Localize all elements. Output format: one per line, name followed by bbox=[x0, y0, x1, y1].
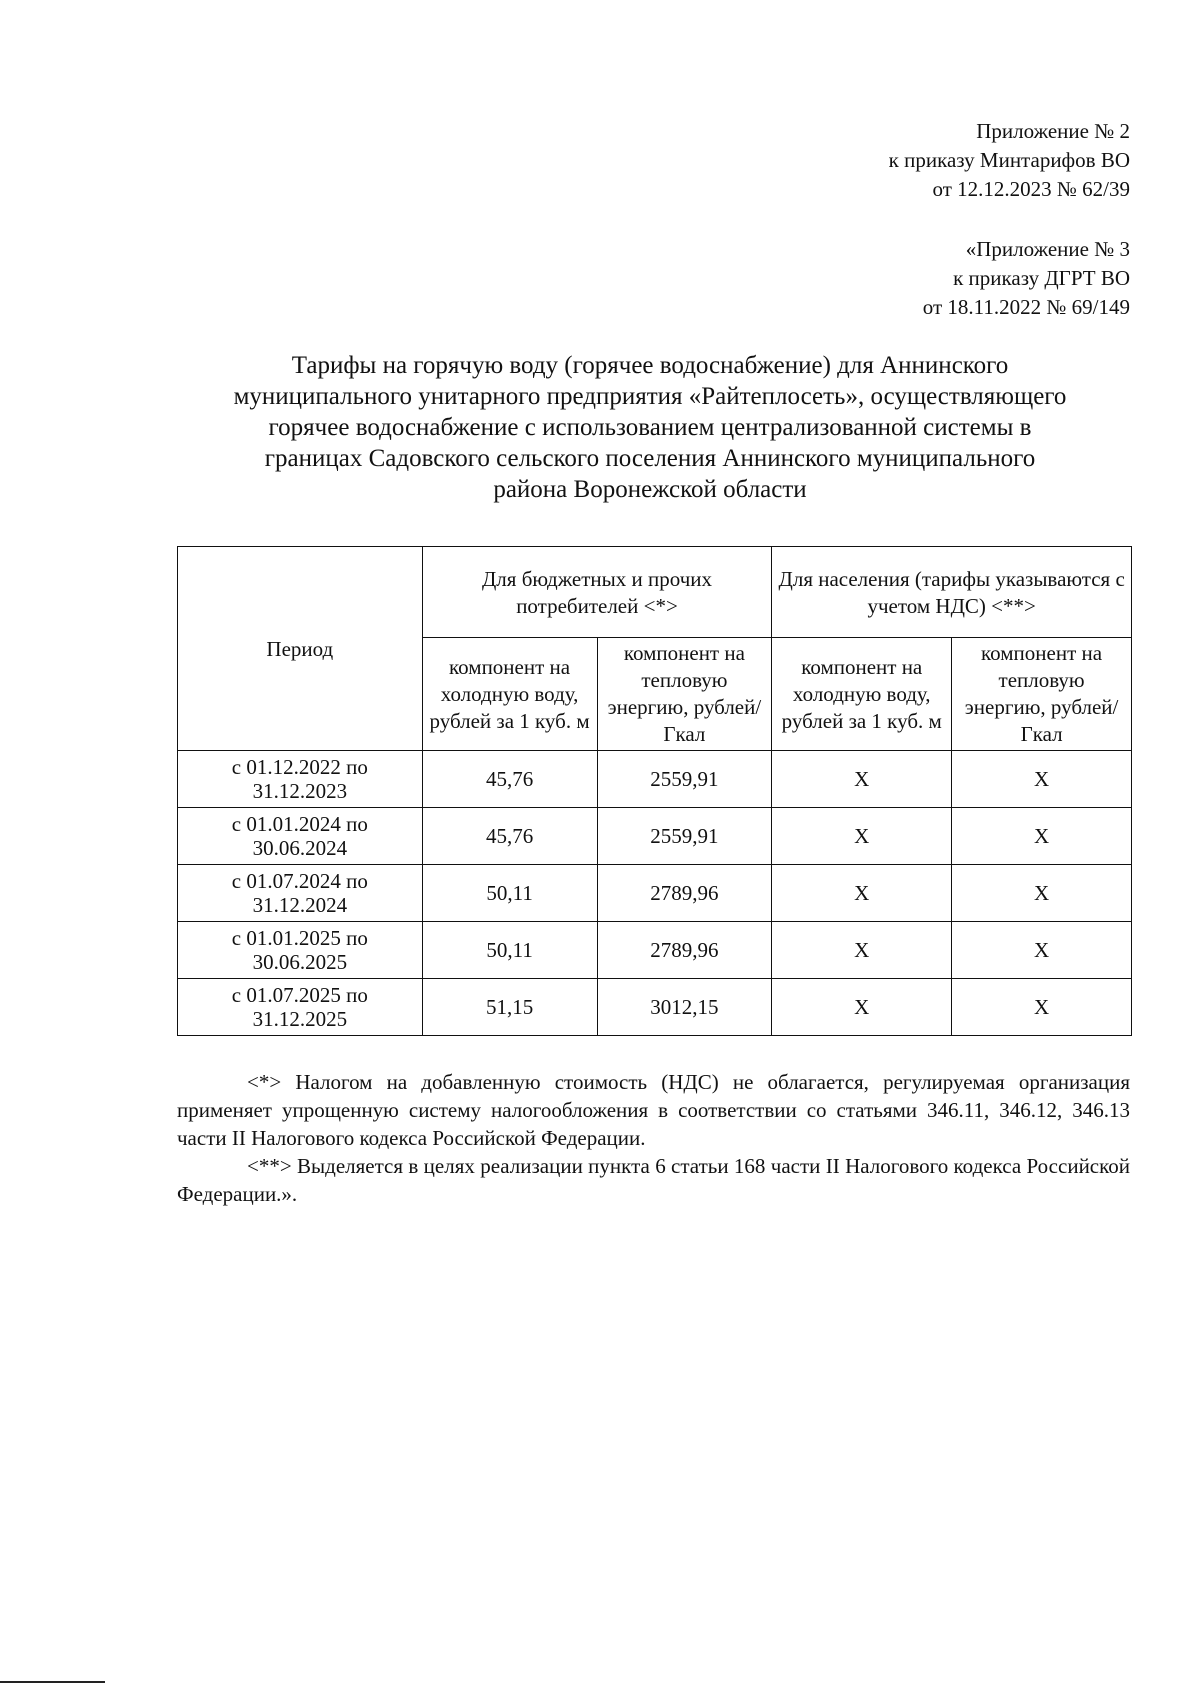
population-heat-value: Х bbox=[952, 865, 1132, 922]
title-line: муниципального унитарного предприятия «Райтеплосеть», осуществляющего bbox=[233, 383, 1067, 410]
heat-energy-value: 2559,91 bbox=[597, 751, 772, 808]
heat-energy-component-header: компонент на тепловую энергию, рублей/Гкал bbox=[952, 638, 1132, 751]
footer-rule bbox=[0, 1681, 105, 1683]
period-start: с 01.01.2025 по bbox=[231, 926, 368, 950]
period-cell bbox=[178, 865, 423, 922]
period-header: Период bbox=[178, 547, 423, 751]
period-start: с 01.07.2025 по bbox=[231, 983, 368, 1007]
period-cell bbox=[178, 979, 423, 1036]
period-end: 31.12.2025 bbox=[252, 1007, 348, 1031]
period-cell bbox=[178, 808, 423, 865]
heat-energy-value: 2789,96 bbox=[597, 865, 772, 922]
population-heat-value: Х bbox=[952, 808, 1132, 865]
cold-water-value: 45,76 bbox=[422, 808, 597, 865]
population-cold-value: Х bbox=[772, 865, 952, 922]
heat-energy-value: 2789,96 bbox=[597, 922, 772, 979]
population-cold-value: Х bbox=[772, 751, 952, 808]
period-cell bbox=[178, 922, 423, 979]
period-cell bbox=[178, 751, 423, 808]
population-header: Для населения (тарифы указываются с учетом НДС) <**> bbox=[772, 547, 1132, 638]
document-title bbox=[160, 350, 1140, 505]
cold-water-value: 50,11 bbox=[422, 865, 597, 922]
appendix-header-current bbox=[889, 117, 1130, 204]
population-cold-value: Х bbox=[772, 922, 952, 979]
table-row bbox=[178, 922, 1132, 979]
footnote-vat-allocated: <**> Выделяется в целях реализации пункта 6 статьи 168 части II Налогового кодекса Российской Федерации.». bbox=[177, 1154, 1131, 1206]
heat-energy-value: 3012,15 bbox=[597, 979, 772, 1036]
period-start: с 01.01.2024 по bbox=[231, 812, 368, 836]
cold-water-value: 51,15 bbox=[422, 979, 597, 1036]
heat-energy-component-header: компонент на тепловую энергию, рублей/Гкал bbox=[597, 638, 772, 751]
population-heat-value: Х bbox=[952, 751, 1132, 808]
period-end: 31.12.2023 bbox=[252, 779, 348, 803]
population-cold-value: Х bbox=[772, 808, 952, 865]
footnote-vat-exempt: <*> Налогом на добавленную стоимость (НДС) не облагается, регулируемая организация применяет упрощенную систему налогообложения в соответствии со статьями 346.11, 346.12, 346.13 части II Налогового кодекса Российской Федерации. bbox=[177, 1070, 1130, 1150]
population-heat-value: Х bbox=[952, 922, 1132, 979]
table-row bbox=[178, 865, 1132, 922]
title-line: района Воронежской области bbox=[493, 476, 807, 503]
cold-water-value: 45,76 bbox=[422, 751, 597, 808]
order-reference: к приказу ДГРТ ВО bbox=[953, 266, 1130, 290]
cold-water-value: 50,11 bbox=[422, 922, 597, 979]
order-date-number: от 12.12.2023 № 62/39 bbox=[932, 177, 1130, 201]
appendix-number: «Приложение № 3 bbox=[965, 237, 1130, 261]
period-start: с 01.12.2022 по bbox=[231, 755, 368, 779]
table-header-row bbox=[178, 547, 1132, 638]
table-row bbox=[178, 751, 1132, 808]
population-heat-value: Х bbox=[952, 979, 1132, 1036]
cold-water-component-header: компонент на холодную воду, рублей за 1 куб. м bbox=[772, 638, 952, 751]
table-row bbox=[178, 979, 1132, 1036]
title-line: границах Садовского сельского поселения Аннинского муниципального bbox=[264, 445, 1036, 472]
period-end: 31.12.2024 bbox=[252, 893, 348, 917]
appendix-number: Приложение № 2 bbox=[976, 119, 1130, 143]
order-date-number: от 18.11.2022 № 69/149 bbox=[922, 295, 1130, 319]
table-row bbox=[178, 808, 1132, 865]
order-reference: к приказу Минтарифов ВО bbox=[888, 148, 1130, 172]
title-line: горячее водоснабжение с использованием централизованной системы в bbox=[268, 414, 1032, 441]
cold-water-component-header: компонент на холодную воду, рублей за 1 куб. м bbox=[422, 638, 597, 751]
budget-consumers-header: Для бюджетных и прочих потребителей <*> bbox=[422, 547, 772, 638]
population-cold-value: Х bbox=[772, 979, 952, 1036]
period-end: 30.06.2024 bbox=[252, 836, 348, 860]
footnotes bbox=[177, 1068, 1130, 1208]
heat-energy-value: 2559,91 bbox=[597, 808, 772, 865]
period-end: 30.06.2025 bbox=[252, 950, 348, 974]
title-line: Тарифы на горячую воду (горячее водоснабжение) для Аннинского bbox=[291, 352, 1009, 379]
period-start: с 01.07.2024 по bbox=[231, 869, 368, 893]
tariff-table bbox=[177, 546, 1132, 1036]
appendix-header-amended bbox=[923, 235, 1130, 322]
